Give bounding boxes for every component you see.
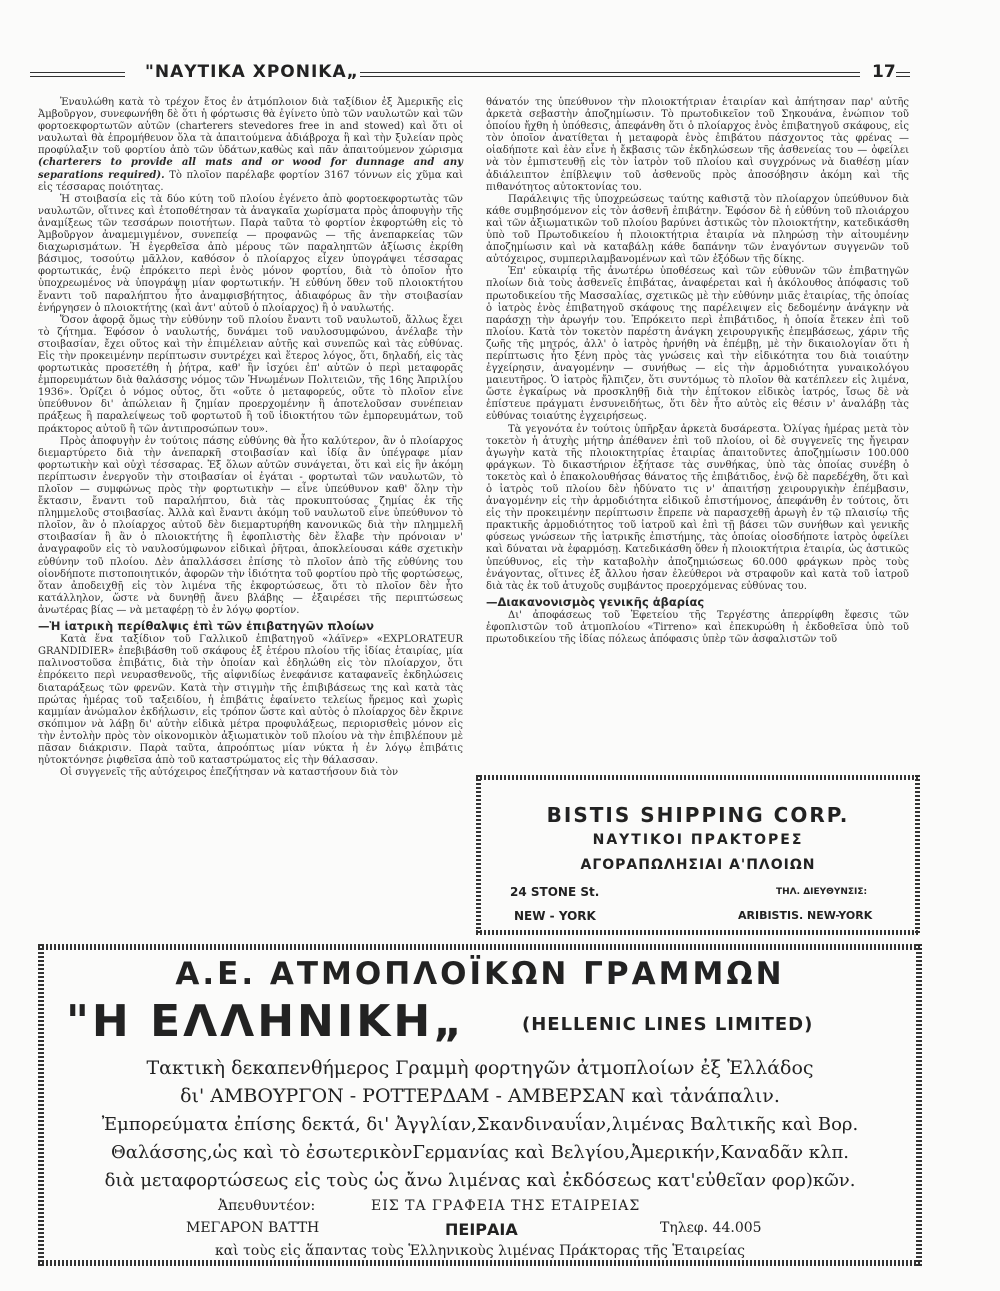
ad-line: Θαλάσσης,ὡς καὶ τὸ ἐσωτερικὸνΓερμανίας καὶ Βελγίου,Ἀμερικήν,Καναδᾶν κλπ. [111,1142,849,1163]
paragraph [38,97,463,194]
ad-border-bottom [38,1260,922,1266]
ad-city: ΠΕΙΡΑΙΑ [445,1220,518,1239]
ad-line: διὰ μεταφορτώσεως εἰς τοὺς ὡς ἄνω λιμένας καὶ ἐκδόσεως κατ'εὐθεῖαν φορ)κῶν. [104,1170,856,1191]
ad-english-name: (HELLENIC LINES LIMITED) [522,1014,814,1035]
paragraph: Κατὰ ἕνα ταξίδιον τοῦ Γαλλικοῦ ἐπιβατηγοῦ «λάϊνερ» «EXPLORATEUR GRANDIDIER» ἐπεβιβάσθη τοῦ σκάφους ἐξ ἑτέρου πλοίου τῆς ἰδίας ἑταιρίας, μία παλινοστοῦσα ἐπιβάτις, διὰ τὴν ὁποίαν καὶ ἐδηλώθη εἰς τὸν πλοίαρχον, ὅτι ἐπρόκειτο περὶ νευρασθενοῦς, τῆς αἰφνιδίως ἐνεφάνισε καταφανεῖς ἐκδηλώσεις διαταράξεως τῶν φρενῶν. Κατὰ τὴν στιγμὴν τῆς ἐπιβιβάσεως της καὶ κατὰ τὰς πρώτας ἡμέρας τοῦ ταξειδίου, ἡ ἐπιβάτις ἐφαίνετο τελείως ἤρεμος καὶ χωρὶς καμμίαν ἀνώμαλον ἐκδήλωσιν, εἰς τρόπον ὥστε καὶ αὐτὸς ὁ πλοίαρχος δὲν ἔκρινε σκόπιμον νὰ λάβῃ δι' αὐτὴν εἰδικὰ μέτρα προφυλάξεως, περιορισθεὶς μόνον εἰς τὴν ἐντολὴν πρὸς τὸν οἰκονομικὸν ἀξιωματικὸν τοῦ πλοίου νὰ τὴν ἐπιβλέπουν μὲ πᾶσαν διάκρισιν. Παρὰ ταῦτα, ἀπροόπτως μίαν νύκτα ἡ ἐν λόγῳ ἐπιβάτις ηὐτοκτόνησε ῥιφθεῖσα ἀπὸ τοῦ καταστρώματος εἰς τὴν θάλασσαν. [38,634,463,767]
ad-border-right [915,775,920,935]
ad-cable-label: ΤΗΛ. ΔΙΕΥΘΥΝΣΙΣ: [776,887,868,897]
paragraph-text: Ἐναυλώθη κατὰ τὸ τρέχον ἔτος ἐν ἀτμόπλοιον διὰ ταξίδιον ἐξ Ἀμερικῆς εἰς Ἀμβοῦργον, συνεφωνήθη δὲ ὅτι ἡ φόρτωσις θὰ ἐγίνετο ὑπὸ τῶν ναυλωτῶν καὶ τῶν φορτοεκφορτωτῶν αὐτῶν (charterers stevedores free in and stowed) καὶ ὅτι οἱ ναυλωταὶ θὰ ἐπρομήθευον ὅλα τὰ ἀπαιτούμενα ἀδιάβροχα ἢ καὶ τὴν ξυλείαν πρὸς προφύλαξιν τοῦ φορτίου ἀπὸ τῶν ὑδάτων,καθὼς καὶ πᾶν ἀπαιτούμενον χώρισμα [38,97,463,157]
header-rule-right [896,72,910,77]
paragraph: Δι' ἀποφάσεως τοῦ Ἐφετείου τῆς Τεργέστης ἀπερρίφθη ἔφεσις τῶν ἐφοπλιστῶν τοῦ ἀτμοπλοίου «Tirreno» καὶ ἐπεκυρώθη ἡ ἐκδοθεῖσα ὑπὸ τοῦ πρωτοδικείου τῆς ἰδίας πόλεως ἀπόφασις ὑπὲρ τῶν ἀσφαλιστῶν τοῦ [486,609,909,646]
page-header [30,62,910,86]
ad-border-bottom [476,930,920,935]
ad-company-name: BISTIS SHIPPING CORP. [546,803,850,827]
ad-border-top [38,944,922,950]
hellenic-lines-advertisement [38,944,922,1266]
ad-phone: Τηλεφ. 44.005 [660,1220,762,1236]
ad-city: NEW - YORK [514,909,596,923]
journal-title: "ΝΑΥΤΙΚΑ ΧΡΟΝΙΚΑ„ [145,62,359,82]
right-column [486,97,909,646]
bistis-advertisement [476,775,920,935]
ad-footer: καὶ τοὺς εἰς ἅπαντας τοὺς Ἑλληνικοὺς λιμένας Πράκτορας τῆς Ἑταιρείας [214,1243,746,1259]
ad-cable-address: ARIBISTIS. NEW-YORK [738,909,873,922]
ad-border-top [476,775,920,780]
paragraph-tail: Τὸ πλοῖον παρέλαβε φορτίον 3167 τόννων εἰς χῦμα καὶ εἰς τέσσαρας ποιότητας. [38,169,463,193]
italic-clause: (charterers to provide all mats and or wood for dunnage and any separations required). [38,157,463,181]
paragraph: Ἡ στοιβασία εἰς τὰ δύο κύτη τοῦ πλοίου ἐγένετο ἀπὸ φορτοεκφορτωτὰς τῶν ναυλωτῶν, οἵτινες καὶ ἐτοποθέτησαν τὰ ἀναγκαῖα χωρίσματα πρὸς ἀποφυγὴν τῆς ἀναμίξεως τῶν τεσσάρων ποιοτήτων. Παρὰ ταῦτα τὸ φορτίον ἐκφορτώθη εἰς τὸ Ἀμβοῦργον ἀναμεμιγμένον, συνεπείᾳ — προφανῶς — τῆς ἀνεπαρκείας τῶν διαχωρισμάτων. Ἡ ἐγερθεῖσα ἀπὸ μέρους τῶν παραληπτῶν ἀξίωσις ἐκρίθη βάσιμος, τοσούτῳ μᾶλλον, καθόσον ὁ πλοίαρχος εἶχεν ὑπογράψει τέσσαρας φορτωτικάς, ἐνῷ ἐπρόκειτο περὶ ἑνὸς μόνον φορτίου, διὰ τὸ ὁποῖον ἦτο ὑποχρεωμένος νὰ ὑπογράψῃ μίαν φορτωτικήν. Ἡ εὐθύνη ὅθεν τοῦ πλοιοκτήτου ἔναντι τοῦ παραλήπτου ἦτο ἀναμφισβήτητος, ἀδιαφόρως ἂν τὴν στοιβασίαν ἐνήργησεν ὁ πλοιοκτήτης (καὶ ἀντ' αὐτοῦ ὁ πλοίαρχος) ἢ ὁ ναυλωτής. [38,193,463,314]
paragraph: Πρὸς ἀποφυγὴν ἐν τούτοις πάσης εὐθύνης θὰ ἦτο καλύτερον, ἂν ὁ πλοίαρχος διεμαρτύρετο διὰ τὴν ἀνεπαρκῆ στοιβασίαν καὶ ἰδίᾳ ἂν ὑπέγραφε μίαν φορτωτικὴν καὶ οὐχὶ τέσσαρας. Ἐξ ὅλων αὐτῶν συνάγεται, ὅτι καὶ εἰς ἣν ἀκόμη περίπτωσιν ἐνεργοῦν τὴν στοιβασίαν οἱ ἐγάται - φορτωταὶ τῶν ναυλωτῶν, τὸ πλοῖον — συμφώνως πρὸς τὴν φορτωτικὴν — εἶνε ὑπεύθυνον καθ' ὅλην τὴν ἔκτασιν, ἔναντι τοῦ παραλήπτου, διὰ τὰς προκυπτούσας ζημίας ἐκ τῆς πλημμελοῦς στοιβασίας. Ἀλλὰ καὶ ἔναντι ἀκόμη τοῦ ναυλωτοῦ εἶνε ὑπεύθυνον τὸ πλοῖον, ἂν ὁ πλοίαρχος αὐτοῦ δὲν διεμαρτυρήθη κανονικῶς διὰ τὴν πλημμελῆ στοιβασίαν ἢ ἂν ὁ πλοιοκτήτης ἢ ἐφοπλιστὴς δὲν ἔλαβε τὴν πρόνοιαν ν' ἀναγραφοῦν εἰς τὸ ναυλοσύμφωνον εἰδικαὶ ῥῆτραι, ἀποκλείουσαι κάθε σχετικὴν εὐθύνην τοῦ πλοίου. Δὲν ἀπαλλάσσει ἐπίσης τὸ πλοῖον ἀπὸ τῆς εὐθύνης του οἱονδήποτε πιστοποιητικόν, ἀφορῶν τὴν ἰδιότητα τοῦ φορτίου πρὸ τῆς φορτώσεως, ὅταν ἀποδειχθῇ εἰς τὸν λιμένα τῆς ἐκφορτώσεως, ὅτι τὸ πλοῖον δὲν ἦτο κατάλληλον, ὥστε νὰ δυνηθῇ ἄνευ βλάβης — ἐξαιρέσει τῆς περιπτώσεως ἀνωτέρας βίας — νὰ μεταφέρῃ τὸ ἐν λόγῳ φορτίον. [38,435,463,616]
ad-line: δι' ΑΜΒΟΥΡΓΟΝ - ΡΟΤΤΕΡΔΑΜ - ΑΜΒΕΡΣΑΝ καὶ τἀνάπαλιν. [180,1085,780,1107]
ad-subtitle: ΝΑΥΤΙΚΟΙ ΠΡΑΚΤΟΡΕΣ [592,832,804,848]
header-rule-left [30,72,125,77]
ad-address: 24 STONE St. [510,885,600,899]
ad-border-left [476,775,481,935]
ad-company-line: Α.Ε. ΑΤΜΟΠΛΟΪΚΩΝ ΓΡΑΜΜΩΝ [175,956,785,992]
paragraph: Ἐπ' εὐκαιρίᾳ τῆς ἀνωτέρω ὑποθέσεως καὶ τῶν εὐθυνῶν τῶν ἐπιβατηγῶν πλοίων διὰ τοὺς ἀσθενεῖς ἐπιβάτας, ἀναφέρεται καὶ ἡ ἀκόλουθος ἀπόφασις τοῦ πρωτοδικείου τῆς Μασσαλίας, σχετικῶς μὲ τὴν εὐθύνην μιᾶς ἑταιρίας, τῆς ὁποίας ὁ ἰατρὸς ἑνὸς ἐπιβατηγοῦ σκάφους της παρέλειψεν εἰς δεδομένην ἀνάγκην νὰ παράσχῃ τὴν ἀρωγήν του. Ἐπρόκειτο περὶ ἐπιβάτιδος, ἡ ὁποία ἔτεκεν ἐπὶ τοῦ πλοίου. Κατὰ τὸν τοκετὸν παρέστη ἀνάγκη χειρουργικῆς ἐπεμβάσεως, χάριν τῆς ζωῆς τῆς μητρός, ἀλλ' ὁ ἰατρὸς ἠρνήθη νὰ ἐπέμβῃ, μὲ τὴν δικαιολογίαν ὅτι ἡ περίπτωσις ἦτο ξένη πρὸς τὰς γνώσεις καὶ τὴν εἰδικότητα του διὰ τοιαύτην ἐγχείρησιν, ἀναγομένην — συνήθως — εἰς τὴν ἁρμοδιότητα γυναικολόγου μαιευτῆρος. Ὁ ἰατρὸς ἤλπιζεν, ὅτι συντόμως τὸ πλοῖον θὰ κατέπλεεν εἰς λιμένα, ὥστε ἐγκαίρως νὰ προσκληθῇ διὰ τὴν ἐπίτοκον εἰδικὸς ἰατρός, ἴσως δὲ νὰ ἐπίστευε πράγματι ἐνσυνειδήτως, ὅτι δὲν ἦτο αὐτὸς εἰς θέσιν ν' ἀναλάβῃ τὰς εὐθύνας τοιαύτης ἐγχειρήσεως. [486,266,909,423]
left-column [38,97,463,779]
paragraph: θάνατόν της ὑπεύθυνον τὴν πλοιοκτήτριαν ἑταιρίαν καὶ ἀπήτησαν παρ' αὐτῆς ἀρκετὰ σεβαστὴν ἀποζημίωσιν. Τὸ πρωτοδικεῖον τοῦ Σηκουάνα, ἐνώπιον τοῦ ὁποίου ἤχθη ἡ ὑπόθεσις, ἀπεφάνθη ὅτι ὁ πλοίαρχος ἑνὸς ἐπιβατηγοῦ σκάφους, εἰς τὸν ὁποῖον ἀνατίθεται ἡ μεταφορὰ ἑνὸς ἐπιβάτου πάσχοντος τὰς φρένας — οἱαδήποτε καὶ ἐὰν εἶνε ἡ ἔκβασις τῶν ἐκδηλώσεων τῆς ἀσθενείας του — ὀφείλει νὰ τὸν ἐμπιστευθῇ εἰς τὸν ἰατρὸν τοῦ πλοίου καὶ συγχρόνως νὰ διαθέσῃ μίαν ἀδιάλειπτον ἐπίβλεψιν τοῦ ἀσθενοῦς πρὸς ἀποσόβησιν ἀκόμη καὶ τῆς πιθανότητος αὐτοκτονίας του. [486,97,909,193]
paragraph: Τὰ γεγονότα ἐν τούτοις ὑπῆρξαν ἀρκετὰ δυσάρεστα. Ὀλίγας ἡμέρας μετὰ τὸν τοκετὸν ἡ ἀτυχὴς μήτηρ ἀπέθανεν ἐπὶ τοῦ πλοίου, οἱ δὲ συγγενεῖς της ἤγειραν ἀγωγὴν κατὰ τῆς πλοιοκτητρίας ἑταιρίας ἀπαιτοῦντες ἀποζημίωσιν 100.000 φράγκων. Τὸ δικαστήριον ἐξήτασε τὰς συνθήκας, ὑπὸ τὰς ὁποίας συνέβη ὁ τοκετὸς καὶ ὁ ἐπακολουθήσας θάνατος τῆς ἐπιβάτιδος, ἐνῷ δὲ παρεδέχθη, ὅτι καὶ ὁ ἰατρὸς τοῦ πλοίου δὲν ἠδύνατο τις ν' ἀπαιτήσῃ χειρουργικὴν ἐπέμβασιν, ἀναγομένην εἰς τὴν ἁρμοδιότητα εἰδικοῦ ἐπιστήμονος, ἀπεφάνθη ἐν τούτοις, ὅτι εἰς τὴν προκειμένην περίπτωσιν ἔπρεπε νὰ παρασχεθῇ ἀρωγὴ ἐν τῷ πλαισίῳ τῆς πρακτικῆς ἁρμοδιότητος τοῦ ἰατροῦ καὶ ἐπὶ τῇ βάσει τῶν συνήθων καὶ γενικῆς φύσεως γνώσεων τῆς ἰατρικῆς ἐπιστήμης, τὰς ὁποίας οἱοσδήποτε ἰατρὸς ὀφείλει καὶ δύναται νὰ ἐφαρμόσῃ. Κατεδικάσθη ὅθεν ἡ πλοιοκτήτρια ἑταιρία, ὡς ἀστικῶς ὑπεύθυνος, εἰς τὴν καταβολὴν ἀποζημιώσεως 60.000 φράγκων πρὸς τοὺς ἐνάγοντας, οἵτινες ἐξ ἄλλου ἠσαν ἐλεύθεροι νὰ στραφοῦν καὶ κατὰ τοῦ ἰατροῦ διὰ τὰς ἐκ τοῦ ἀτυχοῦς συμβάντος προερχόμενας εὐθύνας του. [486,423,909,592]
ad-line: Τακτικὴ δεκαπενθήμερος Γραμμὴ φορτηγῶν ἀτμοπλοίων ἐξ Ἑλλάδος [146,1057,814,1079]
ad-company-name: "Η ΕΛΛΗΝΙΚΗ„ [66,996,466,1047]
section-heading: —Διακανονισμὸς γενικῆς ἀβαρίας [486,594,705,609]
ad-contact-label: Ἀπευθυντέον: [218,1198,316,1214]
header-rule-middle [360,72,860,77]
page-number: 17 [872,62,896,82]
section-heading: —Ἡ ἰατρικὴ περίθαλψις ἐπὶ τῶν ἐπιβατηγῶν πλοίων [38,619,374,634]
paragraph: Οἱ συγγενεῖς τῆς αὐτόχειρος ἐπεζήτησαν νὰ καταστήσουν διὰ τὸν [60,767,399,779]
ad-building: ΜΕΓΑΡΟΝ ΒΑΤΤΗ [186,1220,320,1236]
ad-services: ΑΓΟΡΑΠΩΛΗΣΙΑΙ Α'ΠΛΟΙΩΝ [580,857,816,873]
paragraph: Παράλειψις τῆς ὑποχρεώσεως ταύτης καθιστᾷ τὸν πλοίαρχον ὑπεύθυνον διὰ κάθε συμβησόμενον εἰς τὸν ἀσθενῆ ἐπιβάτην. Ἐφόσον δὲ ἡ εὐθύνη τοῦ πλοιάρχου καὶ τῶν ἀξιωματικῶν τοῦ πλοίου βαρύνει ἀστικῶς τὸν πλοιοκτήτην, κατεδικάσθη ὑπὸ τοῦ Πρωτοδικείου ἡ πλοιοκτήτρια ἑταιρία νὰ πληρώσῃ τὴν αἰτουμένην ἀποζημίωσιν καὶ νὰ καταβάλῃ κάθε δαπάνην τῶν ἐναγόντων συγγενῶν τοῦ αὐτόχειρος, συμπεριλαμβανομένων καὶ τῶν ἐξόδων τῆς δίκης. [486,193,909,266]
paragraph: Ὅσον ἀφορᾷ ὅμως τὴν εὐθύνην τοῦ πλοίου ἔναντι τοῦ ναυλωτοῦ, ἄλλως ἔχει τὸ ζήτημα. Ἐφόσον ὁ ναυλωτής, δυνάμει τοῦ ναυλοσυμφώνου, ἀνέλαβε τὴν στοιβασίαν, ἔχει οὕτος καὶ τὴν ἐπιμέλειαν αὐτῆς καὶ συνεπῶς καὶ τὰς εὐθύνας. Εἰς τὴν προκειμένην περίπτωσιν συντρέχει καὶ ἕτερος λόγος, ὅτι, δηλαδή, εἰς τὰς φορτωτικὰς προσετέθη ἡ ῥήτρα, καθ' ἣν ἰσχύει ἐπ' αὐτῶν ὁ περὶ μεταφορᾶς ἐμπορευμάτων διὰ θαλάσσης νόμος τῶν Ἡνωμένων Πολιτειῶν, τῆς 16ης Ἀπριλίου 1936». Ὁρίζει ὁ νόμος οὗτος, ὅτι «οὔτε ὁ μεταφορεύς, οὔτε τὸ πλοῖον εἶνε ὑπεύθυνον δι' ἀπώλειαν ἢ ζημίαν προερχομένην ἢ ἀποτελοῦσαν συνέπειαν πράξεως ἢ παραλείψεως τοῦ φορτωτοῦ ἢ τοῦ ἰδιοκτήτου τῶν ἐμπορευμάτων, τοῦ πράκτορος αὐτοῦ ἢ τῶν ἀντιπροσώπων του». [38,314,463,435]
ad-line: Ἐμπορεύματα ἐπίσης δεκτά, δι' Ἀγγλίαν,Σκανδιναυΐαν,λιμένας Βαλτικῆς καὶ Βορ. [101,1114,859,1135]
ad-contact: ΕΙΣ ΤΑ ΓΡΑΦΕΙΑ ΤΗΣ ΕΤΑΙΡΕΙΑΣ [371,1198,641,1214]
